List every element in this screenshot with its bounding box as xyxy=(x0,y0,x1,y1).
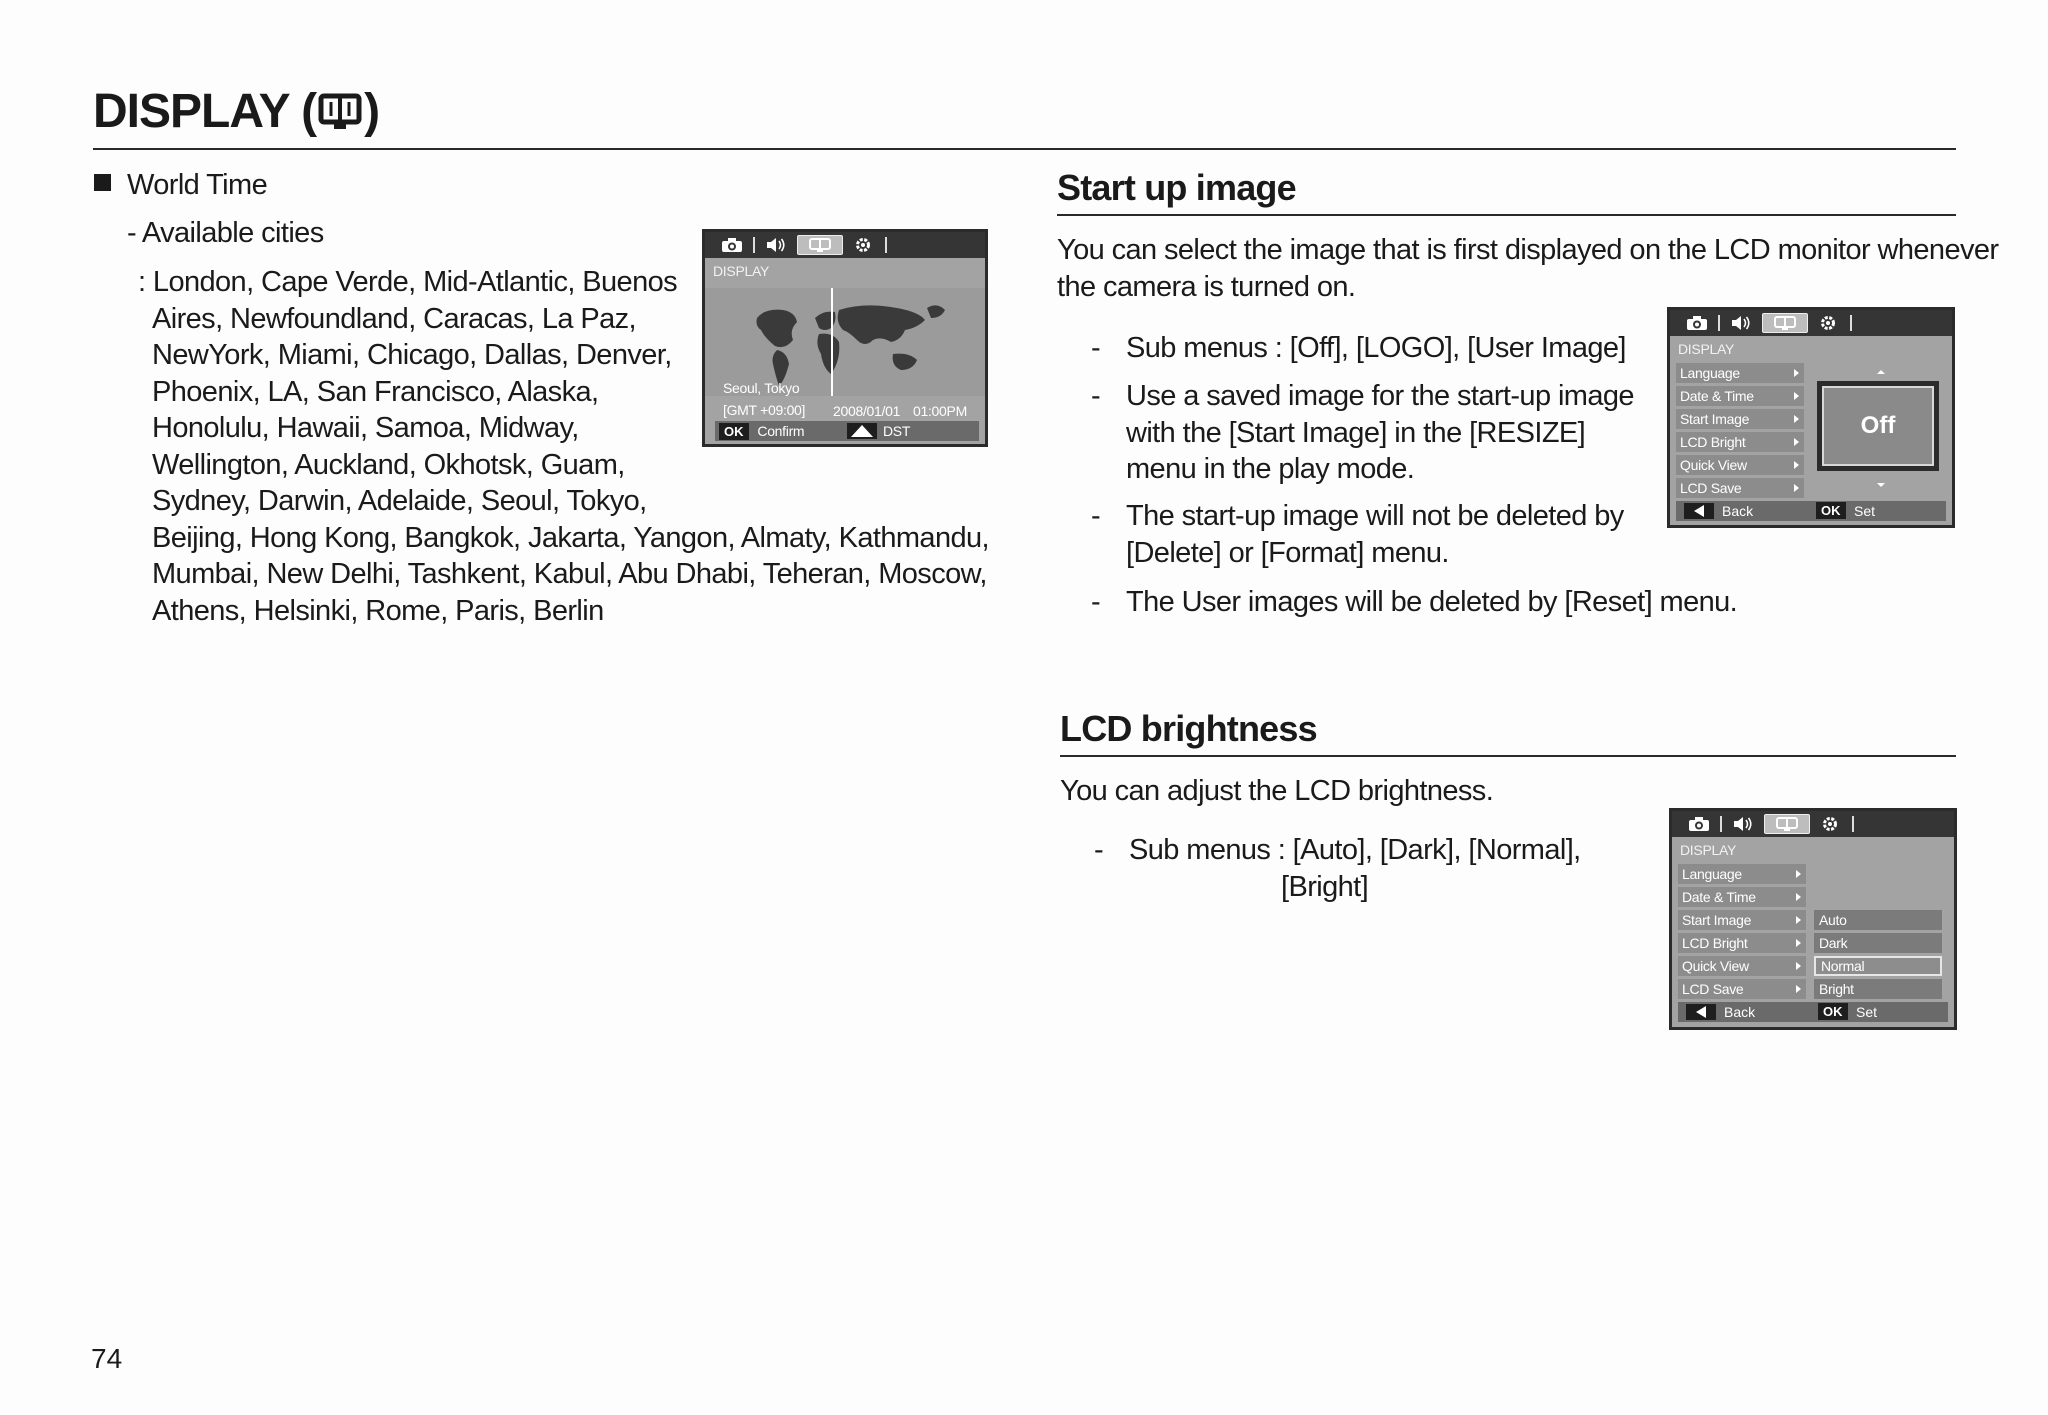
scroll-up-icon xyxy=(1877,370,1885,374)
page-title-close: ) xyxy=(364,85,380,138)
cities-line-0: : London, Cape Verde, Mid-Atlantic, Buenos xyxy=(138,266,678,298)
cities-line-6: Sydney, Darwin, Adelaide, Seoul, Tokyo, xyxy=(152,485,647,517)
option-normal-selected: Normal xyxy=(1814,956,1942,976)
startup-value: Off xyxy=(1822,386,1934,466)
menu-lcd-bright: LCD Bright xyxy=(1678,933,1806,953)
screen-date: 2008/01/01 xyxy=(833,403,901,419)
dst-label: DST xyxy=(883,423,911,439)
ok-key: OK xyxy=(1816,502,1846,519)
confirm-label: Confirm xyxy=(757,423,805,439)
startup-screen xyxy=(1667,307,1955,528)
left-arrow-icon xyxy=(1686,1004,1716,1020)
screen-header: DISPLAY xyxy=(1680,842,1736,858)
menu-start-image: Start Image xyxy=(1676,409,1804,429)
back-label: Back xyxy=(1722,503,1754,519)
startup-intro-1: the camera is turned on. xyxy=(1057,270,1356,303)
page-number: 74 xyxy=(91,1343,123,1374)
cities-line-1: Aires, Newfoundland, Caracas, La Paz, xyxy=(152,302,636,335)
menu-start-image: Start Image xyxy=(1678,910,1806,930)
speaker-icon xyxy=(1724,312,1758,334)
speaker-icon xyxy=(759,234,793,256)
menu-lcd-save: LCD Save xyxy=(1678,979,1806,999)
camera-icon xyxy=(715,234,749,256)
menu-date-time: Date & Time xyxy=(1678,887,1806,907)
startup-rule xyxy=(1057,214,1956,216)
option-auto: Auto xyxy=(1814,910,1942,930)
menu-quick-view: Quick View xyxy=(1678,956,1806,976)
screen-tabbar xyxy=(705,232,985,258)
speaker-icon xyxy=(1726,813,1760,835)
screen-tabbar xyxy=(1670,310,1952,336)
lcd-intro: You can adjust the LCD brightness. xyxy=(1060,775,1494,807)
camera-icon xyxy=(1682,813,1716,835)
world-time-heading: World Time xyxy=(127,169,268,201)
cities-line-7: Beijing, Hong Kong, Bangkok, Jakarta, Yangon, Almaty, Kathmandu, xyxy=(152,521,989,554)
screen-bottombar xyxy=(715,421,979,441)
up-arrow-icon xyxy=(847,423,877,439)
scroll-down-icon xyxy=(1877,483,1885,487)
menu-date-time: Date & Time xyxy=(1676,386,1804,406)
set-label: Set xyxy=(1856,1004,1878,1020)
lcd-rule xyxy=(1060,755,1956,757)
left-arrow-icon xyxy=(1684,503,1714,519)
settings-gear-icon xyxy=(847,234,881,256)
display-icon xyxy=(318,92,362,132)
startup-intro-0: You can select the image that is first displayed on the LCD monitor whenever xyxy=(1057,234,1999,266)
title-rule xyxy=(93,148,1956,150)
menu-quick-view: Quick View xyxy=(1676,455,1804,475)
page-title xyxy=(93,84,379,139)
cities-line-3: Phoenix, LA, San Francisco, Alaska, xyxy=(152,375,599,408)
page-title-text: DISPLAY ( xyxy=(93,85,317,138)
startup-heading: Start up image xyxy=(1057,167,1296,208)
screen-header: DISPLAY xyxy=(1678,341,1734,357)
settings-gear-icon xyxy=(1814,813,1848,835)
ok-key: OK xyxy=(719,423,749,440)
screen-gmt: [GMT +09:00] xyxy=(723,402,806,418)
ok-key: OK xyxy=(1818,1003,1848,1020)
option-dark: Dark xyxy=(1814,933,1942,953)
display-tab-icon xyxy=(797,235,843,255)
screen-bottombar xyxy=(1676,501,1946,521)
camera-icon xyxy=(1680,312,1714,334)
back-label: Back xyxy=(1724,1004,1756,1020)
option-bright: Bright xyxy=(1814,979,1942,999)
lcd-heading: LCD brightness xyxy=(1060,708,1317,749)
cities-line-4: Honolulu, Hawaii, Samoa, Midway, xyxy=(152,412,579,444)
startup-value-box xyxy=(1817,381,1939,471)
screen-bottombar xyxy=(1678,1002,1948,1022)
lcd-bright-screen xyxy=(1669,808,1957,1030)
screen-city: Seoul, Tokyo xyxy=(723,380,800,396)
cities-line-2: NewYork, Miami, Chicago, Dallas, Denver, xyxy=(152,339,672,371)
display-tab-icon xyxy=(1762,313,1808,333)
screen-tabbar xyxy=(1672,811,1954,837)
menu-lcd-save: LCD Save xyxy=(1676,478,1804,498)
menu-lcd-bright: LCD Bright xyxy=(1676,432,1804,452)
world-time-bullet xyxy=(94,174,111,196)
cities-line-9: Athens, Helsinki, Rome, Paris, Berlin xyxy=(152,594,604,627)
cities-line-8: Mumbai, New Delhi, Tashkent, Kabul, Abu Dhabi, Teheran, Moscow, xyxy=(152,558,987,590)
available-cities-label: - Available cities xyxy=(127,217,324,249)
cities-line-5: Wellington, Auckland, Okhotsk, Guam, xyxy=(152,448,625,481)
settings-gear-icon xyxy=(1812,312,1846,334)
screen-time: 01:00PM xyxy=(913,403,967,419)
menu-language: Language xyxy=(1676,363,1804,383)
display-tab-icon xyxy=(1764,814,1810,834)
menu-language: Language xyxy=(1678,864,1806,884)
world-time-screen xyxy=(702,229,988,447)
screen-header: DISPLAY xyxy=(713,263,769,279)
set-label: Set xyxy=(1854,503,1876,519)
